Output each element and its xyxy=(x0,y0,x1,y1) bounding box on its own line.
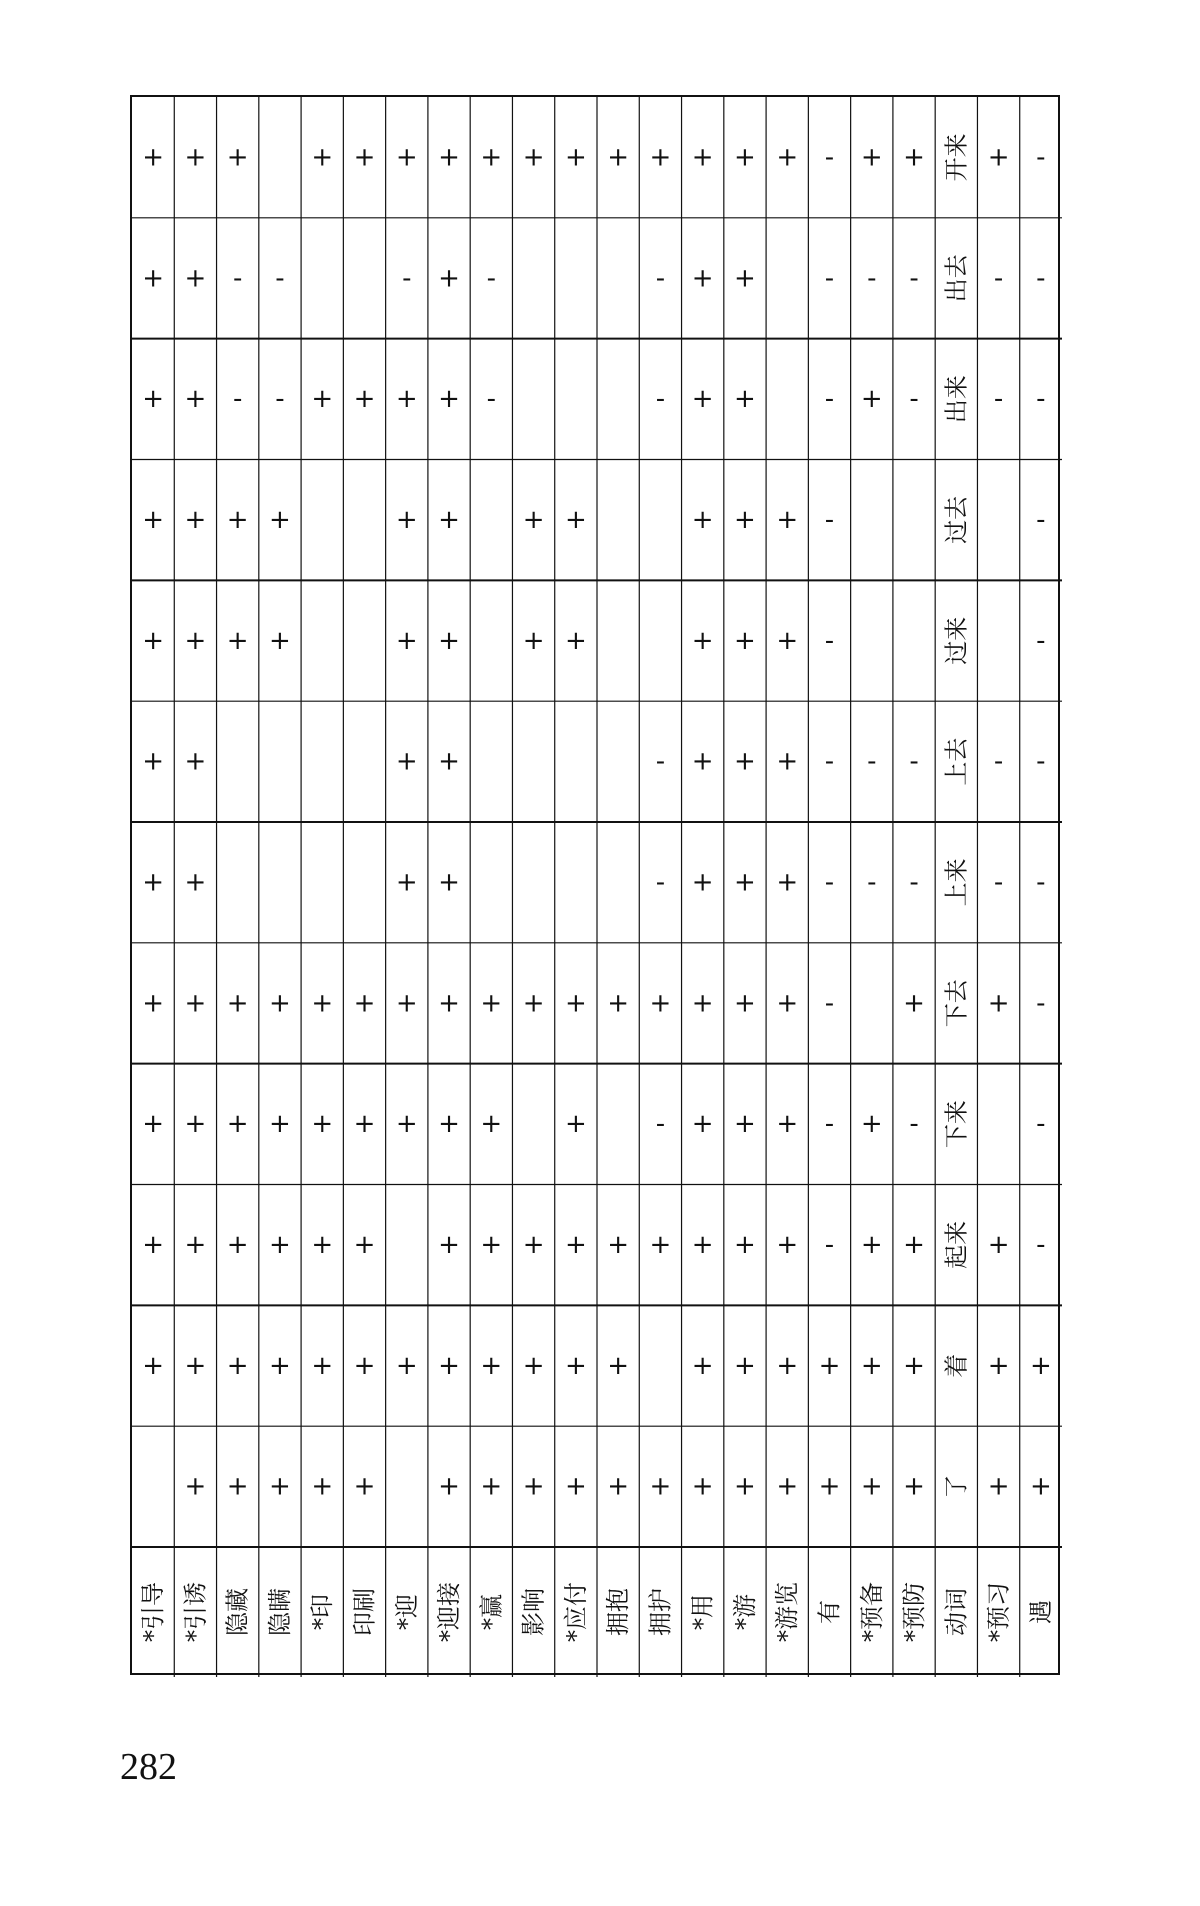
cell-mark: + xyxy=(438,142,460,173)
verb-label: *游览 xyxy=(773,1582,802,1642)
cell-mark: + xyxy=(691,1109,714,1140)
cell-mark: - xyxy=(824,142,835,173)
cell-mark: + xyxy=(776,746,799,777)
cell-mark: + xyxy=(226,1350,249,1381)
column-header: 上来 xyxy=(942,858,971,907)
cell-mark: + xyxy=(438,504,460,535)
cell-mark: + xyxy=(353,1471,376,1502)
cell-mark: + xyxy=(776,867,799,898)
cell-mark: + xyxy=(734,504,756,535)
cell-mark: + xyxy=(691,625,714,656)
cell-mark: + xyxy=(522,1229,545,1260)
cell-mark: - xyxy=(1036,1229,1046,1260)
cell-mark: + xyxy=(480,1109,503,1140)
cell-mark: - xyxy=(655,867,666,898)
cell-mark: + xyxy=(395,625,418,656)
column-header: 过来 xyxy=(942,616,971,665)
verb-label: *游 xyxy=(730,1594,759,1630)
cell-mark: + xyxy=(269,1109,291,1140)
verb-label: 隐瞒 xyxy=(265,1588,294,1636)
cell-mark: + xyxy=(564,142,587,173)
cell-mark: + xyxy=(395,867,418,898)
cell-mark: + xyxy=(522,1350,545,1381)
cell-mark: - xyxy=(867,263,877,294)
cell-mark: + xyxy=(142,1109,165,1140)
cell-mark: - xyxy=(1036,142,1046,173)
cell-mark: + xyxy=(649,1471,672,1502)
cell-mark: + xyxy=(353,988,376,1019)
cell-mark: - xyxy=(909,1109,919,1140)
cell-mark: + xyxy=(564,1109,587,1140)
cell-mark: + xyxy=(776,1350,799,1381)
cell-mark: + xyxy=(607,1229,630,1260)
cell-mark: + xyxy=(311,1109,334,1140)
cell-mark: + xyxy=(311,988,334,1019)
cell-mark: + xyxy=(311,1229,334,1260)
cell-mark: + xyxy=(226,1471,249,1502)
cell-mark: + xyxy=(184,1229,207,1260)
cell-mark: + xyxy=(860,1229,883,1260)
cell-mark: + xyxy=(184,504,207,535)
verb-label: *印 xyxy=(308,1594,337,1630)
verb-label: 隐藏 xyxy=(223,1588,252,1636)
verb-label: 拥抱 xyxy=(604,1588,633,1636)
cell-mark: + xyxy=(564,625,587,656)
cell-mark: + xyxy=(353,1229,376,1260)
cell-mark: + xyxy=(438,263,460,294)
cell-mark: - xyxy=(1036,625,1046,656)
cell-mark: + xyxy=(734,867,756,898)
cell-mark: + xyxy=(184,746,207,777)
cell-mark: - xyxy=(275,263,285,294)
cell-mark: + xyxy=(522,625,545,656)
cell-mark: - xyxy=(824,746,835,777)
verb-label: *引诱 xyxy=(181,1582,210,1642)
cell-mark: + xyxy=(438,746,460,777)
cell-mark: + xyxy=(607,988,630,1019)
cell-mark: + xyxy=(1029,1350,1052,1381)
verb-label: *预习 xyxy=(984,1582,1013,1642)
cell-mark: + xyxy=(860,384,883,415)
cell-mark: + xyxy=(522,142,545,173)
verb-label: *用 xyxy=(688,1594,717,1630)
column-header: 开来 xyxy=(942,133,971,182)
cell-mark: + xyxy=(353,142,376,173)
column-header: 过去 xyxy=(942,495,971,544)
cell-mark: + xyxy=(734,142,756,173)
cell-mark: + xyxy=(903,1229,925,1260)
cell-mark: + xyxy=(818,1350,841,1381)
cell-mark: - xyxy=(402,263,412,294)
cell-mark: + xyxy=(480,142,503,173)
cell-mark: + xyxy=(734,746,756,777)
cell-mark: + xyxy=(522,504,545,535)
cell-mark: + xyxy=(776,625,799,656)
cell-mark: + xyxy=(860,1471,883,1502)
cell-mark: + xyxy=(607,1471,630,1502)
verb-label: 影响 xyxy=(519,1588,548,1636)
cell-mark: + xyxy=(564,1471,587,1502)
cell-mark: + xyxy=(438,384,460,415)
cell-mark: + xyxy=(226,142,249,173)
cell-mark: + xyxy=(480,1350,503,1381)
cell-mark: + xyxy=(184,625,207,656)
cell-mark: + xyxy=(691,746,714,777)
cell-mark: + xyxy=(395,746,418,777)
cell-mark: - xyxy=(275,384,285,415)
cell-mark: - xyxy=(486,263,497,294)
cell-mark: + xyxy=(734,263,756,294)
cell-mark: + xyxy=(184,1350,207,1381)
column-header: 出去 xyxy=(942,254,971,303)
cell-mark: + xyxy=(903,142,925,173)
cell-mark: + xyxy=(353,1109,376,1140)
cell-mark: + xyxy=(395,384,418,415)
cell-mark: + xyxy=(226,1229,249,1260)
cell-mark: + xyxy=(438,1109,460,1140)
cell-mark: + xyxy=(438,867,460,898)
column-header: 出来 xyxy=(942,375,971,424)
verb-label: *迎 xyxy=(392,1594,421,1630)
cell-mark: + xyxy=(184,988,207,1019)
cell-mark: + xyxy=(480,1471,503,1502)
cell-mark: + xyxy=(987,142,1010,173)
cell-mark: + xyxy=(438,1229,460,1260)
cell-mark: + xyxy=(734,1471,756,1502)
cell-mark: + xyxy=(987,1350,1010,1381)
cell-mark: + xyxy=(142,504,165,535)
cell-mark: + xyxy=(734,384,756,415)
cell-mark: + xyxy=(142,746,165,777)
cell-mark: + xyxy=(269,988,291,1019)
cell-mark: + xyxy=(776,504,799,535)
cell-mark: + xyxy=(226,1109,249,1140)
cell-mark: + xyxy=(269,1350,291,1381)
column-header: 了 xyxy=(942,1474,971,1499)
cell-mark: + xyxy=(395,1350,418,1381)
verb-label: *引导 xyxy=(139,1582,168,1642)
verb-label: *赢 xyxy=(477,1594,506,1630)
cell-mark: + xyxy=(269,504,291,535)
header-row-label: 动词 xyxy=(942,1588,971,1636)
cell-mark: + xyxy=(184,384,207,415)
cell-mark: + xyxy=(311,1350,334,1381)
cell-mark: - xyxy=(909,867,919,898)
cell-mark: + xyxy=(734,625,756,656)
cell-mark: + xyxy=(142,142,165,173)
cell-mark: - xyxy=(1036,384,1046,415)
cell-mark: + xyxy=(269,625,291,656)
cell-mark: + xyxy=(691,1350,714,1381)
cell-mark: + xyxy=(691,1471,714,1502)
cell-mark: + xyxy=(691,504,714,535)
verb-label: *预防 xyxy=(900,1582,929,1642)
cell-mark: + xyxy=(691,1229,714,1260)
cell-mark: + xyxy=(691,988,714,1019)
cell-mark: - xyxy=(1036,746,1046,777)
cell-mark: - xyxy=(655,263,666,294)
cell-mark: + xyxy=(776,1109,799,1140)
cell-mark: - xyxy=(909,263,919,294)
cell-mark: + xyxy=(395,504,418,535)
cell-mark: - xyxy=(824,263,835,294)
cell-mark: + xyxy=(649,142,672,173)
cell-mark: - xyxy=(655,1109,666,1140)
cell-mark: + xyxy=(269,1229,291,1260)
cell-mark: + xyxy=(522,988,545,1019)
cell-mark: + xyxy=(734,1109,756,1140)
cell-mark: + xyxy=(564,1350,587,1381)
cell-mark: - xyxy=(655,746,666,777)
cell-mark: + xyxy=(142,384,165,415)
cell-mark: + xyxy=(184,1471,207,1502)
cell-mark: + xyxy=(776,988,799,1019)
cell-mark: + xyxy=(480,988,503,1019)
cell-mark: + xyxy=(184,263,207,294)
cell-mark: + xyxy=(691,384,714,415)
cell-mark: - xyxy=(824,988,835,1019)
cell-mark: + xyxy=(776,1471,799,1502)
verb-label: 遇 xyxy=(1026,1600,1055,1624)
verb-label: 拥护 xyxy=(646,1588,675,1636)
cell-mark: + xyxy=(142,263,165,294)
verb-complement-table xyxy=(130,95,1060,1675)
cell-mark: + xyxy=(776,142,799,173)
cell-mark: + xyxy=(860,1350,883,1381)
cell-mark: - xyxy=(1036,988,1046,1019)
cell-mark: + xyxy=(395,142,418,173)
verb-label: *应付 xyxy=(561,1582,590,1642)
cell-mark: + xyxy=(776,1229,799,1260)
cell-mark: + xyxy=(987,1229,1010,1260)
column-header: 着 xyxy=(942,1353,971,1378)
column-header: 上去 xyxy=(942,737,971,786)
cell-mark: + xyxy=(734,988,756,1019)
cell-mark: + xyxy=(987,988,1010,1019)
cell-mark: + xyxy=(691,867,714,898)
cell-mark: + xyxy=(184,867,207,898)
cell-mark: + xyxy=(903,988,925,1019)
cell-mark: + xyxy=(395,988,418,1019)
cell-mark: - xyxy=(909,746,919,777)
cell-mark: - xyxy=(909,384,919,415)
cell-mark: + xyxy=(142,988,165,1019)
cell-mark: + xyxy=(607,142,630,173)
column-header: 下来 xyxy=(942,1100,971,1149)
cell-mark: - xyxy=(993,263,1004,294)
verb-label: *预备 xyxy=(857,1582,886,1642)
cell-mark: - xyxy=(232,384,243,415)
cell-mark: + xyxy=(438,988,460,1019)
verb-label: 印刷 xyxy=(350,1588,379,1636)
cell-mark: + xyxy=(142,867,165,898)
cell-mark: + xyxy=(1029,1471,1052,1502)
cell-mark: + xyxy=(903,1350,925,1381)
cell-mark: + xyxy=(649,988,672,1019)
cell-mark: - xyxy=(1036,1109,1046,1140)
cell-mark: - xyxy=(1036,263,1046,294)
cell-mark: + xyxy=(142,1229,165,1260)
cell-mark: + xyxy=(438,625,460,656)
cell-mark: + xyxy=(438,1350,460,1381)
cell-mark: - xyxy=(824,1229,835,1260)
cell-mark: + xyxy=(226,504,249,535)
page-number: 282 xyxy=(120,1746,177,1788)
cell-mark: + xyxy=(649,1229,672,1260)
cell-mark: + xyxy=(438,1471,460,1502)
cell-mark: + xyxy=(564,1229,587,1260)
cell-mark: + xyxy=(353,1350,376,1381)
cell-mark: + xyxy=(269,1471,291,1502)
cell-mark: + xyxy=(691,142,714,173)
cell-mark: + xyxy=(860,142,883,173)
table-grid xyxy=(132,97,1062,1677)
cell-mark: + xyxy=(226,988,249,1019)
cell-mark: + xyxy=(691,263,714,294)
cell-mark: + xyxy=(818,1471,841,1502)
cell-mark: + xyxy=(311,1471,334,1502)
cell-mark: + xyxy=(903,1471,925,1502)
cell-mark: - xyxy=(1036,504,1046,535)
cell-mark: + xyxy=(226,625,249,656)
cell-mark: + xyxy=(480,1229,503,1260)
cell-mark: - xyxy=(993,384,1004,415)
cell-mark: - xyxy=(824,504,835,535)
cell-mark: - xyxy=(824,1109,835,1140)
column-header: 起来 xyxy=(942,1220,971,1269)
cell-mark: + xyxy=(184,1109,207,1140)
cell-mark: + xyxy=(607,1350,630,1381)
cell-mark: + xyxy=(184,142,207,173)
cell-mark: - xyxy=(993,746,1004,777)
verb-label: *迎接 xyxy=(435,1582,464,1642)
cell-mark: - xyxy=(1036,867,1046,898)
cell-mark: + xyxy=(860,1109,883,1140)
cell-mark: + xyxy=(353,384,376,415)
cell-mark: - xyxy=(867,867,877,898)
cell-mark: + xyxy=(311,384,334,415)
cell-mark: + xyxy=(734,1350,756,1381)
cell-mark: + xyxy=(142,625,165,656)
cell-mark: - xyxy=(486,384,497,415)
cell-mark: - xyxy=(867,746,877,777)
cell-mark: + xyxy=(564,504,587,535)
cell-mark: - xyxy=(993,867,1004,898)
cell-mark: + xyxy=(734,1229,756,1260)
cell-mark: - xyxy=(824,625,835,656)
cell-mark: - xyxy=(824,867,835,898)
cell-mark: - xyxy=(824,384,835,415)
verb-label: 有 xyxy=(815,1600,844,1624)
cell-mark: + xyxy=(311,142,334,173)
cell-mark: + xyxy=(564,988,587,1019)
cell-mark: + xyxy=(987,1471,1010,1502)
cell-mark: - xyxy=(232,263,243,294)
cell-mark: + xyxy=(395,1109,418,1140)
cell-mark: + xyxy=(522,1471,545,1502)
cell-mark: + xyxy=(142,1350,165,1381)
cell-mark: - xyxy=(655,384,666,415)
column-header: 下去 xyxy=(942,979,971,1028)
